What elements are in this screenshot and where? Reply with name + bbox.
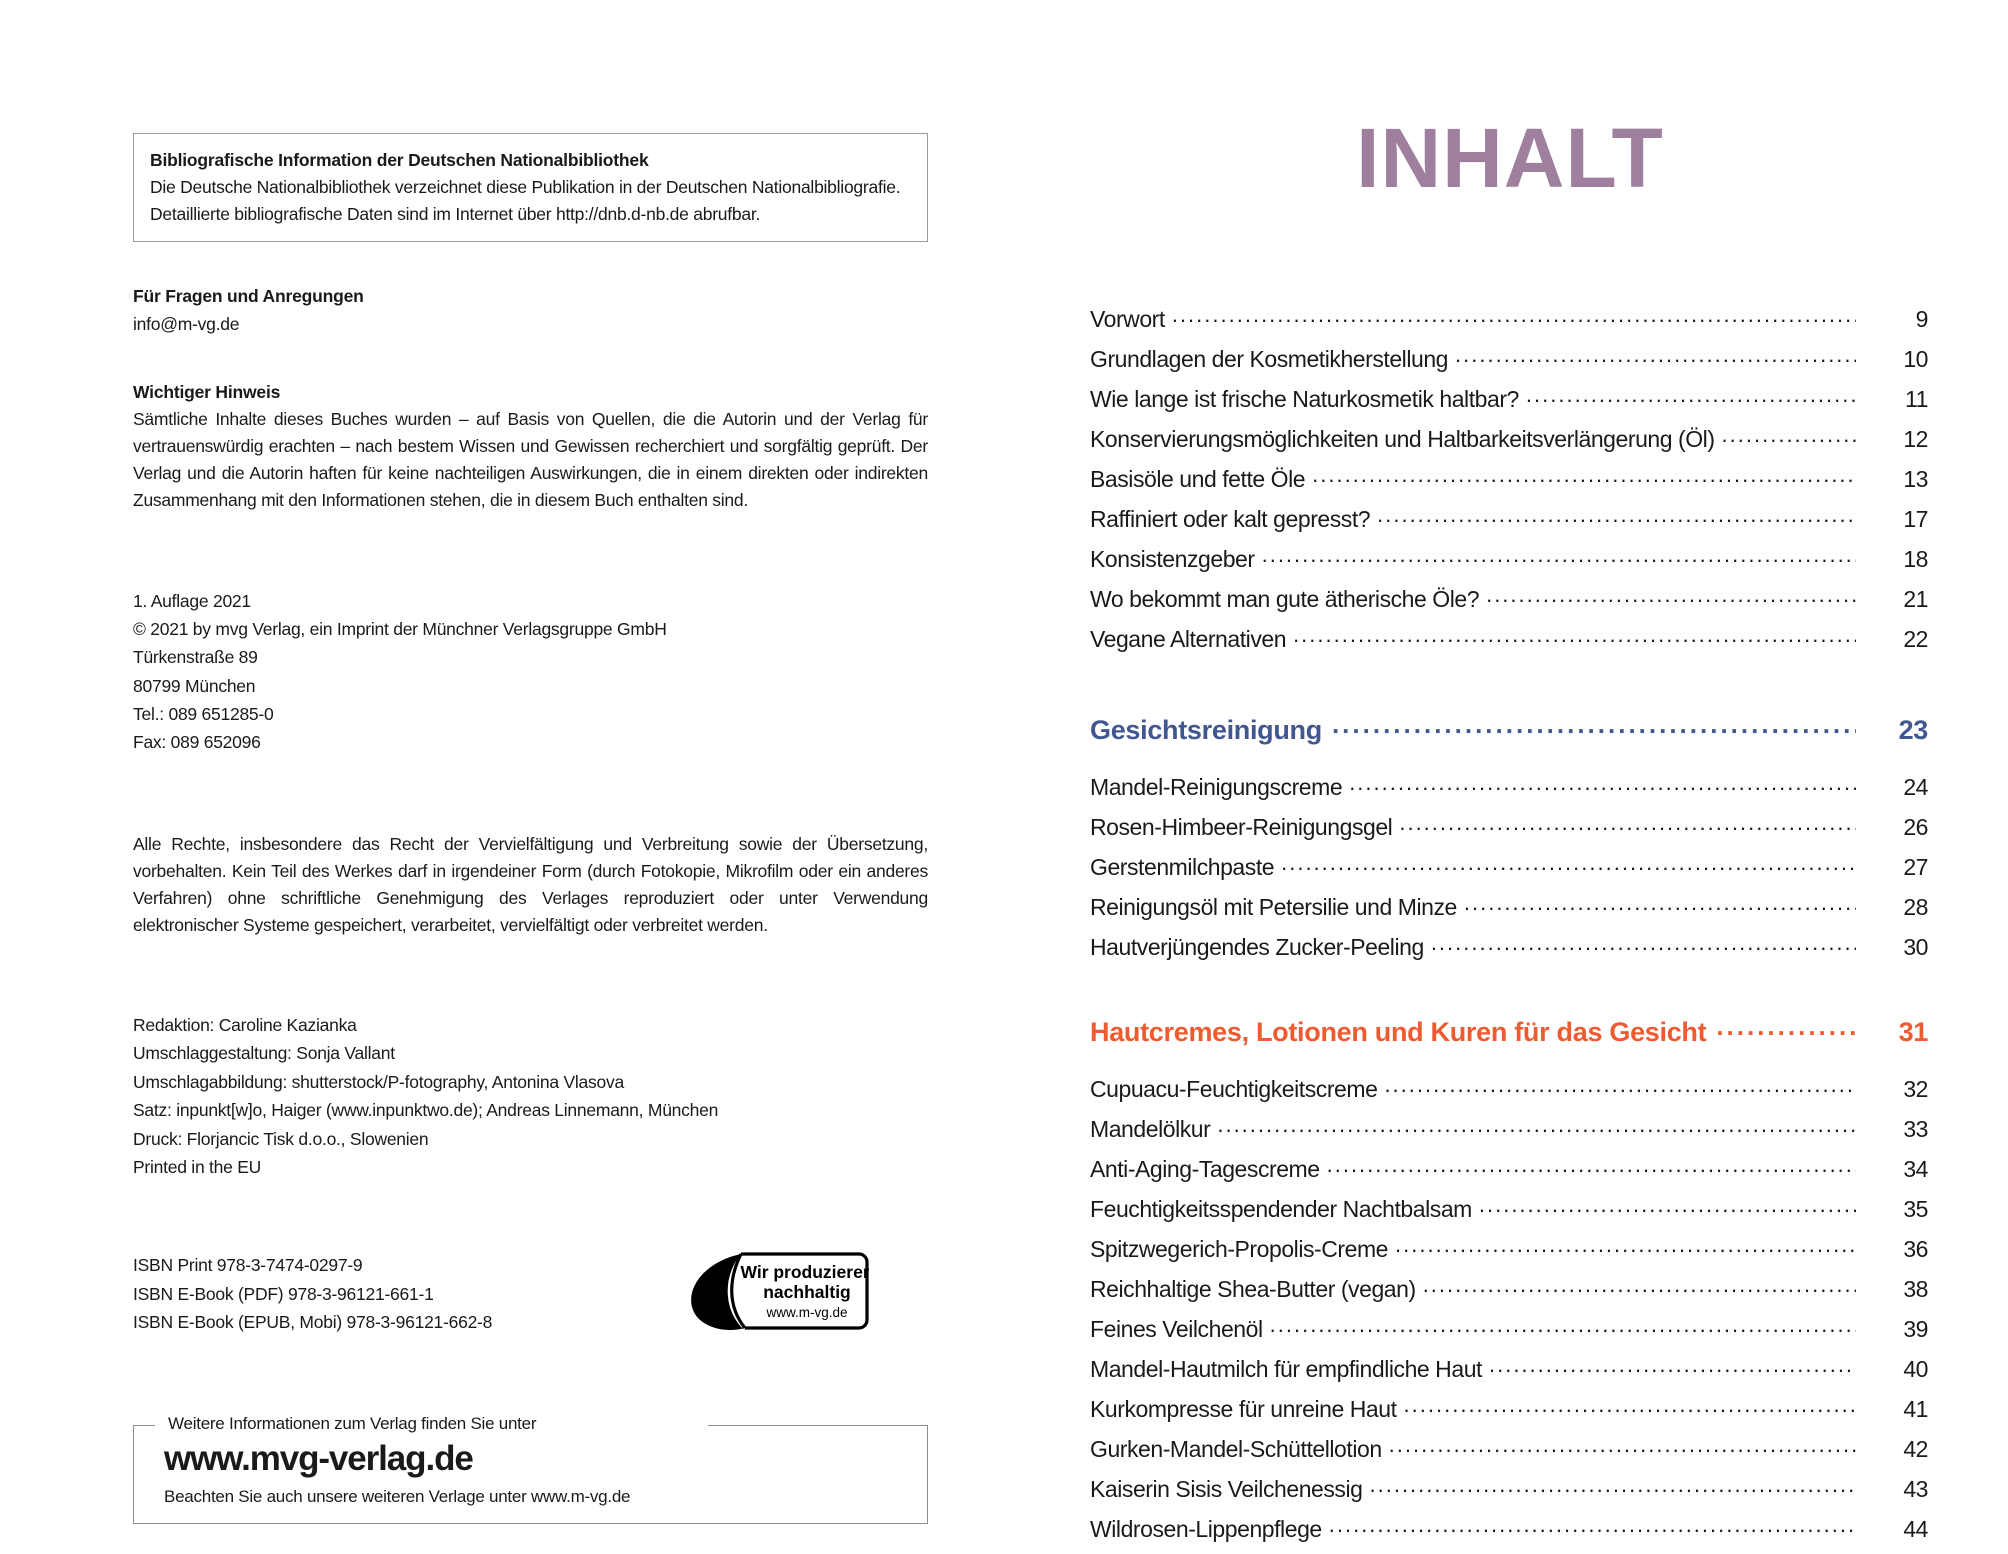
toc-entry-label: Vorwort	[1090, 306, 1165, 332]
isbn-line: ISBN E-Book (EPUB, Mobi) 978-3-96121-662-8	[133, 1311, 493, 1332]
imprint-details-block	[133, 587, 928, 757]
toc-entry-row[interactable]	[1090, 464, 1928, 504]
toc-entry-row[interactable]	[1090, 1154, 1928, 1194]
toc-entry-row[interactable]	[1090, 1394, 1928, 1434]
toc-dot-leader	[1281, 852, 1856, 875]
toc-entry-label: Kurkompresse für unreine Haut	[1090, 1396, 1397, 1422]
toc-section-label: Hautcremes, Lotionen und Kuren für das Gesicht	[1090, 1017, 1707, 1047]
imprint-page	[0, 0, 1004, 1507]
toc-entry-row[interactable]	[1090, 1114, 1928, 1154]
toc-entry-label: Reinigungsöl mit Petersilie und Minze	[1090, 894, 1457, 920]
toc-dot-leader	[1327, 1154, 1856, 1177]
credits-line: Printed in the EU	[133, 1156, 262, 1177]
toc-entry-row[interactable]	[1090, 852, 1928, 892]
toc-entry-label: Wie lange ist frische Naturkosmetik haltbar?	[1090, 386, 1519, 412]
toc-dot-leader	[1464, 892, 1856, 915]
toc-entry-label: Kaiserin Sisis Veilchenessig	[1090, 1476, 1363, 1502]
imprint-line: 1. Auflage 2021	[133, 590, 251, 611]
toc-page-number: 27	[1903, 854, 1928, 880]
imprint-line: Türkenstraße 89	[133, 647, 258, 668]
toc-entry-row[interactable]	[1090, 584, 1928, 624]
toc-dot-leader	[1172, 304, 1856, 327]
toc-entry-label: Cupuacu-Feuchtigkeitscreme	[1090, 1076, 1378, 1102]
biblio-heading: Bibliografische Information der Deutschen Nationalbibliothek	[150, 150, 649, 170]
toc-page-number: 31	[1898, 1017, 1928, 1047]
toc-entry-label: Wo bekommt man gute ätherische Öle?	[1090, 586, 1480, 612]
credits-line: Druck: Florjancic Tisk d.o.o., Slowenien	[133, 1128, 429, 1149]
publisher-box-legend: Weitere Informationen zum Verlag finden Sie unter	[164, 1414, 544, 1434]
credits-line: Umschlaggestaltung: Sonja Vallant	[133, 1043, 395, 1064]
toc-page-number: 32	[1903, 1076, 1928, 1102]
table-of-contents-list	[1090, 304, 1928, 1554]
toc-dot-leader	[1479, 1194, 1856, 1217]
toc-page-number: 18	[1903, 546, 1928, 572]
publisher-box-subtext: Beachten Sie auch unsere weiteren Verlage unter www.m-vg.de	[164, 1487, 631, 1507]
imprint-line: © 2021 by mvg Verlag, ein Imprint der Münchner Verlagsgruppe GmbH	[133, 618, 667, 639]
toc-section-row[interactable]	[1090, 1014, 1928, 1068]
toc-dot-leader	[1389, 1434, 1856, 1457]
toc-entry-label: Gerstenmilchpaste	[1090, 854, 1275, 880]
toc-entry-label: Raffiniert oder kalt gepresst?	[1090, 506, 1371, 532]
toc-page-number: 34	[1903, 1156, 1928, 1182]
toc-entry-label: Mandelölkur	[1090, 1116, 1211, 1142]
publisher-info-box	[133, 1414, 928, 1524]
toc-dot-leader	[1262, 544, 1856, 567]
toc-page-number: 35	[1903, 1196, 1928, 1222]
toc-entry-label: Anti-Aging-Tagescreme	[1090, 1156, 1320, 1182]
toc-entry-row[interactable]	[1090, 424, 1928, 464]
contact-email: info@m-vg.de	[133, 313, 240, 334]
toc-dot-leader	[1716, 1014, 1856, 1041]
credits-line: Redaktion: Caroline Kazianka	[133, 1015, 357, 1036]
sustainability-badge	[683, 1248, 869, 1340]
toc-page-number: 43	[1903, 1476, 1928, 1502]
notice-heading: Wichtiger Hinweis	[133, 381, 281, 402]
toc-page-number: 10	[1903, 346, 1928, 372]
important-notice-block	[133, 379, 928, 515]
imprint-line: Fax: 089 652096	[133, 732, 261, 753]
toc-page-number: 21	[1903, 586, 1928, 612]
publisher-website-url[interactable]: www.mvg-verlag.de	[164, 1439, 473, 1479]
toc-dot-leader	[1526, 384, 1856, 407]
toc-entry-label: Reichhaltige Shea-Butter (vegan)	[1090, 1276, 1416, 1302]
bibliographic-information-box	[133, 133, 928, 242]
toc-entry-row[interactable]	[1090, 772, 1928, 812]
toc-entry-row[interactable]	[1090, 624, 1928, 664]
toc-page-number: 17	[1903, 506, 1928, 532]
toc-section-spacer	[1090, 972, 1928, 1014]
toc-entry-row[interactable]	[1090, 344, 1928, 384]
toc-section-label: Gesichtsreinigung	[1090, 715, 1322, 745]
biblio-line-1: Die Deutsche Nationalbibliothek verzeichnet diese Publikation in der Deutschen Nationalbibliografie.	[150, 177, 901, 198]
toc-dot-leader	[1486, 584, 1856, 607]
toc-entry-row[interactable]	[1090, 1234, 1928, 1274]
toc-entry-row[interactable]	[1090, 1274, 1928, 1314]
toc-entry-label: Wildrosen-Lippenpflege	[1090, 1516, 1322, 1542]
toc-entry-row[interactable]	[1090, 1194, 1928, 1234]
toc-page-number: 23	[1898, 715, 1928, 745]
rights-block	[133, 831, 928, 940]
toc-entry-label: Mandel-Hautmilch für empfindliche Haut	[1090, 1356, 1482, 1382]
toc-entry-label: Feuchtigkeitsspendender Nachtbalsam	[1090, 1196, 1472, 1222]
toc-dot-leader	[1399, 812, 1856, 835]
toc-entry-row[interactable]	[1090, 1474, 1928, 1514]
toc-dot-leader	[1431, 932, 1856, 955]
credits-line: Satz: inpunkt[w]o, Haiger (www.inpunktwo.de); Andreas Linnemann, München	[133, 1100, 719, 1121]
isbn-line: ISBN Print 978-3-7474-0297-9	[133, 1255, 363, 1276]
toc-entry-row[interactable]	[1090, 544, 1928, 584]
leaf-icon	[683, 1248, 869, 1340]
toc-dot-leader	[1270, 1314, 1856, 1337]
notice-text: Sämtliche Inhalte dieses Buches wurden – auf Basis von Quellen, die die Autorin und der Verlag für vertrauenswürdig erachten – nach bestem Wissen und Gewissen recherchiert und sorgfältig geprüft. Der Verlag und die Autorin haften für keine nachteiligen Auswirkungen, die in einem direkten oder indirekten Zusammenhang mit den Informationen stehen, die in diesem Buch enthalten sind.	[133, 409, 928, 511]
toc-page-number: 12	[1903, 426, 1928, 452]
contact-heading: Für Fragen und Anregungen	[133, 286, 364, 307]
toc-entry-label: Konservierungsmöglichkeiten und Haltbarkeitsverlängerung (Öl)	[1090, 426, 1715, 452]
toc-dot-leader	[1455, 344, 1856, 367]
toc-dot-leader	[1370, 1474, 1857, 1497]
toc-entry-row[interactable]	[1090, 1314, 1928, 1354]
publisher-box-border-top-left	[133, 1425, 155, 1426]
toc-page-number: 26	[1903, 814, 1928, 840]
contact-block	[133, 283, 928, 337]
page-title: INHALT	[1356, 111, 1664, 205]
toc-page-number: 41	[1903, 1396, 1928, 1422]
imprint-line: 80799 München	[133, 675, 256, 696]
toc-entry-row[interactable]	[1090, 1074, 1928, 1114]
toc-dot-leader	[1377, 504, 1856, 527]
toc-page-number: 22	[1903, 626, 1928, 652]
toc-page-number: 44	[1903, 1516, 1928, 1542]
toc-page-number: 42	[1903, 1436, 1928, 1462]
toc-entry-label: Basisöle und fette Öle	[1090, 466, 1306, 492]
toc-entry-label: Feines Veilchenöl	[1090, 1316, 1263, 1342]
toc-page-number: 13	[1903, 466, 1928, 492]
toc-page-number: 36	[1903, 1236, 1928, 1262]
rights-text: Alle Rechte, insbesondere das Recht der Vervielfältigung und Verbreitung sowie der Übersetzung, vorbehalten. Kein Teil des Werkes darf in irgendeiner Form (durch Fotokopie, Mikrofilm oder ein anderes Verfahren) ohne schriftliche Genehmigung des Verlages reproduziert oder unter Verwendung elektronischer Systeme gespeichert, verarbeitet, vervielfältigt oder verbreitet werden.	[133, 833, 928, 935]
publisher-box-border-top-right	[708, 1425, 928, 1426]
toc-entry-label: Grundlagen der Kosmetikherstellung	[1090, 346, 1449, 372]
toc-entry-row[interactable]	[1090, 504, 1928, 544]
toc-entry-row[interactable]	[1090, 812, 1928, 852]
badge-line-3: www.m-vg.de	[766, 1305, 848, 1321]
toc-dot-leader	[1217, 1114, 1856, 1137]
toc-entry-row[interactable]	[1090, 384, 1928, 424]
toc-dot-leader	[1349, 772, 1856, 795]
toc-dot-leader	[1329, 1514, 1856, 1537]
toc-page-number: 39	[1903, 1316, 1928, 1342]
toc-dot-leader	[1395, 1234, 1856, 1257]
toc-entry-row[interactable]	[1090, 892, 1928, 932]
credits-block	[133, 1011, 928, 1181]
toc-section-row[interactable]	[1090, 712, 1928, 766]
toc-entry-label: Mandel-Reinigungscreme	[1090, 774, 1343, 800]
toc-dot-leader	[1423, 1274, 1856, 1297]
toc-entry-row[interactable]	[1090, 304, 1928, 344]
toc-entry-row[interactable]	[1090, 1434, 1928, 1474]
toc-dot-leader	[1312, 464, 1856, 487]
toc-page-number: 24	[1903, 774, 1928, 800]
biblio-line-2: Detaillierte bibliografische Daten sind im Internet über http://dnb.d-nb.de abrufbar.	[150, 203, 761, 224]
toc-dot-leader	[1489, 1354, 1856, 1377]
credits-line: Umschlagabbildung: shutterstock/P-fotography, Antonina Vlasova	[133, 1071, 625, 1092]
toc-entry-label: Rosen-Himbeer-Reinigungsgel	[1090, 814, 1393, 840]
toc-page-number: 28	[1903, 894, 1928, 920]
toc-section-spacer	[1090, 664, 1928, 712]
toc-dot-leader	[1384, 1074, 1856, 1097]
toc-dot-leader	[1332, 712, 1856, 739]
toc-page-number: 11	[1905, 386, 1928, 412]
toc-entry-label: Hautverjüngendes Zucker-Peeling	[1090, 934, 1424, 960]
toc-dot-leader	[1293, 624, 1856, 647]
toc-page-number: 40	[1903, 1356, 1928, 1382]
isbn-line: ISBN E-Book (PDF) 978-3-96121-661-1	[133, 1283, 434, 1304]
toc-dot-leader	[1404, 1394, 1856, 1417]
badge-line-1: Wir produzieren	[740, 1262, 869, 1283]
toc-entry-label: Gurken-Mandel-Schüttellotion	[1090, 1436, 1382, 1462]
toc-entry-label: Vegane Alternativen	[1090, 626, 1287, 652]
toc-entry-row[interactable]	[1090, 1514, 1928, 1554]
toc-page-number: 9	[1915, 306, 1928, 332]
toc-page-number: 33	[1903, 1116, 1928, 1142]
toc-entry-row[interactable]	[1090, 1354, 1928, 1394]
toc-entry-row[interactable]	[1090, 932, 1928, 972]
toc-page-number: 38	[1903, 1276, 1928, 1302]
toc-page-number: 30	[1903, 934, 1928, 960]
imprint-line: Tel.: 089 651285-0	[133, 703, 274, 724]
isbn-block	[133, 1251, 928, 1347]
toc-entry-label: Konsistenzgeber	[1090, 546, 1255, 572]
toc-dot-leader	[1722, 424, 1856, 447]
badge-line-2: nachhaltig	[763, 1282, 851, 1303]
toc-entry-label: Spitzwegerich-Propolis-Creme	[1090, 1236, 1389, 1262]
